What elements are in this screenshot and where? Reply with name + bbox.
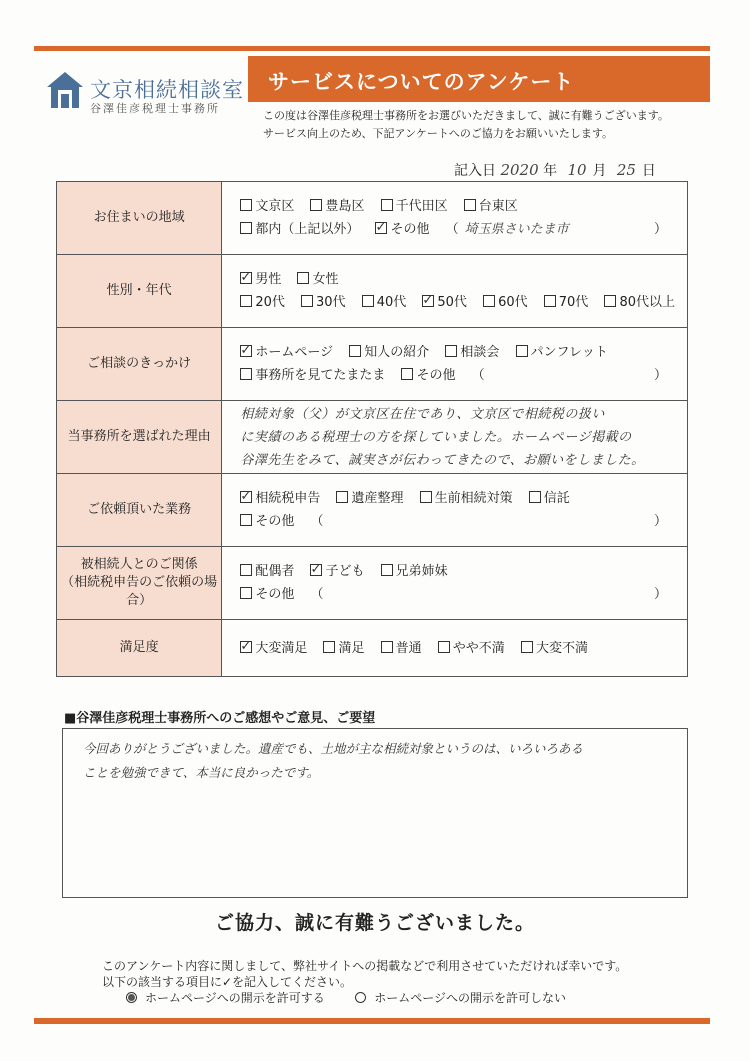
option-relation[interactable]: 兄弟姉妹 — [381, 564, 448, 579]
checkbox-icon — [310, 199, 322, 211]
checkbox-icon — [401, 368, 413, 380]
checkbox-icon — [297, 272, 309, 284]
date-day-unit: 日 — [641, 163, 656, 179]
checkbox-checked-icon — [422, 295, 434, 307]
label-satisfaction: 満足度 — [57, 620, 222, 677]
checkbox-icon — [323, 641, 335, 653]
option-service[interactable]: 生前相続対策 — [420, 491, 513, 506]
label-services: ご依頼頂いた業務 — [57, 474, 222, 547]
label-residence: お住まいの地域 — [57, 182, 222, 255]
option-satisfaction[interactable]: 大変不満 — [521, 641, 588, 656]
radio-icon — [126, 992, 137, 1003]
label-trigger: ご相談のきっかけ — [57, 328, 222, 401]
checkbox-checked-icon — [310, 564, 322, 576]
checkbox-icon — [240, 514, 252, 526]
checkbox-icon — [604, 295, 616, 307]
option-satisfaction[interactable]: 満足 — [323, 641, 364, 656]
option-service[interactable]: 信託 — [529, 491, 570, 506]
thanks-message: ご協力、誠に有難うございました。 — [214, 912, 535, 934]
comments-textarea[interactable] — [62, 728, 688, 898]
option-residence[interactable]: 文京区 — [240, 199, 294, 214]
paren-close: ） — [653, 368, 667, 383]
checkbox-icon — [349, 345, 361, 357]
brand-subtitle: 谷澤佳彦税理士事務所 — [90, 102, 220, 115]
checkbox-icon — [240, 199, 252, 211]
survey-table — [56, 181, 688, 677]
paren-open: （ — [471, 368, 485, 383]
date-year-unit: 年 — [543, 163, 558, 179]
checkbox-checked-icon — [375, 222, 387, 234]
option-age[interactable]: ✓ 50代 — [422, 295, 467, 310]
comments-title: ■谷澤佳彦税理士事務所へのご感想やご意見、ご要望 — [64, 711, 376, 726]
option-residence[interactable]: 台東区 — [464, 199, 518, 214]
option-age[interactable]: 60代 — [483, 295, 528, 310]
row-gender-age — [57, 255, 688, 328]
paren-close: ） — [653, 222, 667, 237]
reason-line-3: 谷澤先生をみて、誠実さが伝わってきたので、お願いをしました。 — [240, 452, 645, 468]
checkbox-icon — [362, 295, 374, 307]
row-trigger — [57, 328, 688, 401]
date-year[interactable]: 2020 — [500, 161, 539, 179]
option-trigger[interactable]: ✓ホームページ — [240, 345, 333, 360]
checkbox-icon — [381, 641, 393, 653]
checkbox-icon — [521, 641, 533, 653]
date-month[interactable]: 10 — [567, 161, 587, 179]
row-satisfaction — [57, 620, 688, 677]
option-relation-other[interactable]: その他 — [240, 587, 294, 602]
consent-section — [102, 958, 627, 1006]
brand-name: 文京相続相談室 — [90, 78, 244, 102]
checkbox-checked-icon — [240, 272, 252, 284]
paren-open: （ — [310, 587, 324, 602]
row-services — [57, 474, 688, 547]
consent-note-2: 以下の該当する項目に✓を記入してください。 — [102, 975, 353, 989]
row-relation — [57, 547, 688, 620]
option-age[interactable]: 40代 — [362, 295, 407, 310]
paren-open: （ — [445, 222, 459, 237]
checkbox-icon — [240, 222, 252, 234]
option-satisfaction[interactable]: ✓ 大変満足 — [240, 641, 307, 656]
option-residence-other[interactable]: ✓ その他 — [375, 222, 429, 237]
top-rule — [34, 46, 710, 51]
date-month-unit: 月 — [592, 163, 607, 179]
radio-icon — [355, 992, 366, 1003]
comments-line-1: 今回ありがとうございました。遺産でも、土地が主な相続対象というのは、いろいろある — [83, 741, 584, 756]
reason-line-1: 相続対象（父）が文京区在住であり、文京区で相続税の扱い — [240, 406, 605, 422]
option-trigger-other[interactable]: その他 — [401, 368, 455, 383]
label-reason: 当事務所を選ばれた理由 — [57, 401, 222, 474]
date-day[interactable]: 25 — [616, 161, 636, 179]
intro-line-1: この度は谷澤佳彦税理士事務所をお選びいただきまして、誠に有難うございます。 — [263, 109, 669, 122]
residence-other-value[interactable]: 埼玉県さいたま市 — [464, 222, 569, 237]
checkbox-checked-icon — [240, 345, 252, 357]
option-service[interactable]: 遺産整理 — [336, 491, 403, 506]
consent-deny-option[interactable]: ホームページへの開示を許可しない — [355, 991, 566, 1005]
option-age[interactable]: 70代 — [544, 295, 589, 310]
row-residence — [57, 182, 688, 255]
checkbox-icon — [464, 199, 476, 211]
checkbox-icon — [336, 491, 348, 503]
checkbox-icon — [240, 295, 252, 307]
checkbox-icon — [529, 491, 541, 503]
option-gender[interactable]: ✓男性 — [240, 272, 281, 287]
option-age[interactable]: 80代以上 — [604, 295, 675, 310]
checkbox-icon — [240, 368, 252, 380]
option-satisfaction[interactable]: やや不満 — [438, 641, 505, 656]
reason-answer[interactable] — [222, 401, 688, 474]
page-title: サービスについてのアンケート — [268, 70, 575, 94]
date-label: 記入日 — [454, 163, 496, 179]
logo — [34, 56, 248, 122]
option-age[interactable]: 30代 — [301, 295, 346, 310]
checkbox-icon — [381, 564, 393, 576]
row-reason — [57, 401, 688, 474]
checkbox-icon — [544, 295, 556, 307]
option-residence[interactable]: 都内（上記以外） — [240, 222, 359, 237]
checkbox-checked-icon — [240, 491, 252, 503]
checkbox-icon — [516, 345, 528, 357]
checkbox-icon — [438, 641, 450, 653]
checkbox-checked-icon — [240, 641, 252, 653]
checkbox-icon — [381, 199, 393, 211]
option-service-other[interactable]: その他 — [240, 514, 294, 529]
consent-allow-option[interactable]: ホームページへの開示を許可する — [126, 991, 325, 1005]
comments-line-2: ことを勉強できて、本当に良かったです。 — [83, 765, 320, 780]
label-gender-age: 性別・年代 — [57, 255, 222, 328]
option-residence[interactable]: 豊島区 — [310, 199, 364, 214]
checkbox-icon — [301, 295, 313, 307]
checkbox-icon — [240, 587, 252, 599]
bottom-rule — [34, 1018, 710, 1024]
entry-date — [454, 160, 656, 180]
label-relation: 被相続人とのご関係 （相続税申告のご依頼の場合） — [57, 547, 222, 620]
option-trigger[interactable]: パンフレット — [516, 345, 608, 360]
intro-line-2: サービス向上のため、下記アンケートへのご協力をお願いいたします。 — [263, 127, 614, 140]
option-trigger[interactable]: 相談会 — [445, 345, 499, 360]
option-relation[interactable]: 配偶者 — [240, 564, 294, 579]
option-trigger[interactable]: 事務所を見てたまたま — [240, 368, 385, 383]
checkbox-icon — [445, 345, 457, 357]
option-age[interactable]: 20代 — [240, 295, 285, 310]
option-relation[interactable]: ✓ 子ども — [310, 564, 364, 579]
checkbox-icon — [240, 564, 252, 576]
option-service[interactable]: ✓相続税申告 — [240, 491, 320, 506]
paren-open: （ — [310, 514, 324, 529]
paren-close: ） — [653, 587, 667, 602]
option-gender[interactable]: 女性 — [297, 272, 338, 287]
checkbox-icon — [483, 295, 495, 307]
consent-note-1: このアンケート内容に関しまして、弊社サイトへの掲載などで利用させていただければ幸いです。 — [102, 959, 628, 973]
reason-line-2: に実績のある税理士の方を探していました。ホームページ掲載の — [240, 429, 632, 445]
intro-text — [263, 107, 669, 143]
paren-close: ） — [653, 514, 667, 529]
house-logo-icon — [46, 70, 84, 110]
checkbox-icon — [420, 491, 432, 503]
option-satisfaction[interactable]: 普通 — [381, 641, 422, 656]
option-residence[interactable]: 千代田区 — [381, 199, 448, 214]
option-trigger[interactable]: 知人の紹介 — [349, 345, 429, 360]
